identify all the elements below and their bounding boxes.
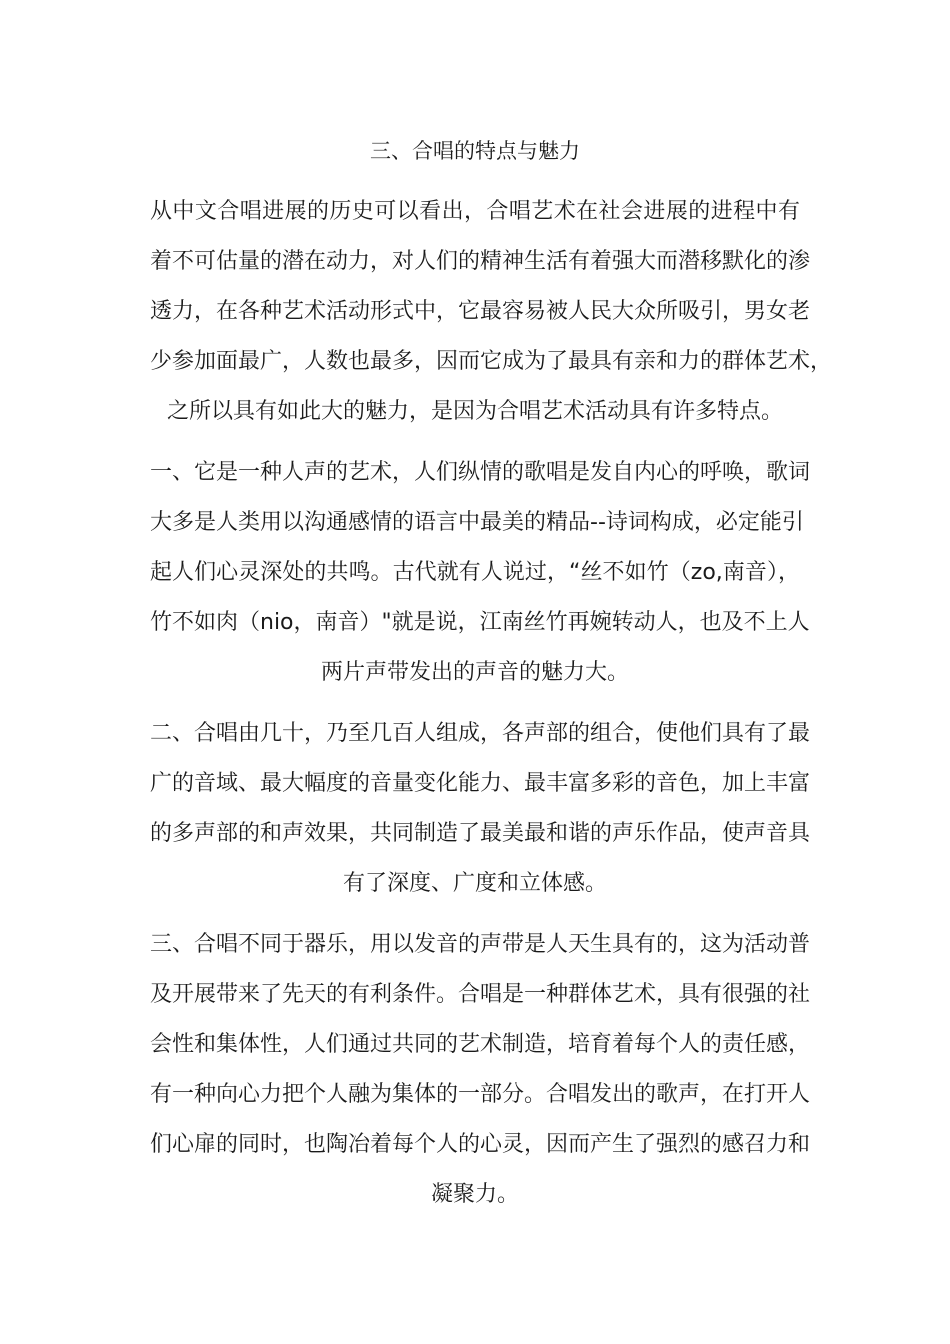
paragraph-3-line-4: 有了深度、广度和立体感。 xyxy=(342,871,607,896)
paragraph-2-line-2: 大多是人类用以沟通感情的语言中最美的精品--诗词构成，必定能引 xyxy=(150,510,804,535)
paragraph-2-line-1: 一、它是一种人声的艺术，人们纵情的歌唱是发自内心的呼唤，歌词 xyxy=(150,460,811,485)
paragraph-4-line-6: 凝聚力。 xyxy=(430,1182,519,1207)
paragraph-1-line-1: 从中文合唱进展的历史可以看出，合唱艺术在社会进展的进程中有 xyxy=(150,199,800,224)
paragraph-4-line-4: 有一种向心力把个人融为集体的一部分。合唱发出的歌声，在打开人 xyxy=(150,1082,811,1107)
paragraph-4-line-3: 会性和集体性，人们通过共同的艺术制造，培育着每个人的责任感， xyxy=(150,1032,811,1057)
paragraph-4-line-1: 三、合唱不同于器乐，用以发音的声带是人天生具有的，这为活动普 xyxy=(150,932,811,957)
section-title: 三、合唱的特点与魅力 xyxy=(370,139,580,163)
paragraph-4-line-2: 及开展带来了先天的有利条件。合唱是一种群体艺术，具有很强的社 xyxy=(150,982,811,1007)
paragraph-1-line-3: 透力，在各种艺术活动形式中，它最容易被人民大众所吸引，男女老 xyxy=(150,299,811,324)
paragraph-2-line-5: 两片声带发出的声音的魅力大。 xyxy=(320,660,629,685)
paragraph-1-line-2: 着不可估量的潜在动力，对人们的精神生活有着强大而潜移默化的渗 xyxy=(150,249,811,274)
paragraph-1-line-5: 之所以具有如此大的魅力，是因为合唱艺术活动具有许多特点。 xyxy=(166,399,783,424)
paragraph-3-line-1: 二、合唱由几十，乃至几百人组成，各声部的组合，使他们具有了最 xyxy=(150,721,811,746)
paragraph-2-line-3: 起人们心灵深处的共鸣。古代就有人说过，“丝不如竹（zo,南音）， xyxy=(150,560,800,585)
paragraph-4-line-5: 们心扉的同时，也陶冶着每个人的心灵，因而产生了强烈的感召力和 xyxy=(150,1132,811,1157)
paragraph-1-line-4: 少参加面最广，人数也最多，因而它成为了最具有亲和力的群体艺术， xyxy=(150,349,833,374)
paragraph-3-line-3: 的多声部的和声效果，共同制造了最美最和谐的声乐作品，使声音具 xyxy=(150,821,811,846)
paragraph-3-line-2: 广的音域、最大幅度的音量变化能力、最丰富多彩的音色，加上丰富 xyxy=(150,771,811,796)
paragraph-2-line-4: 竹不如肉（nio，南音）"就是说，江南丝竹再婉转动人，也及不上人 xyxy=(150,610,810,635)
